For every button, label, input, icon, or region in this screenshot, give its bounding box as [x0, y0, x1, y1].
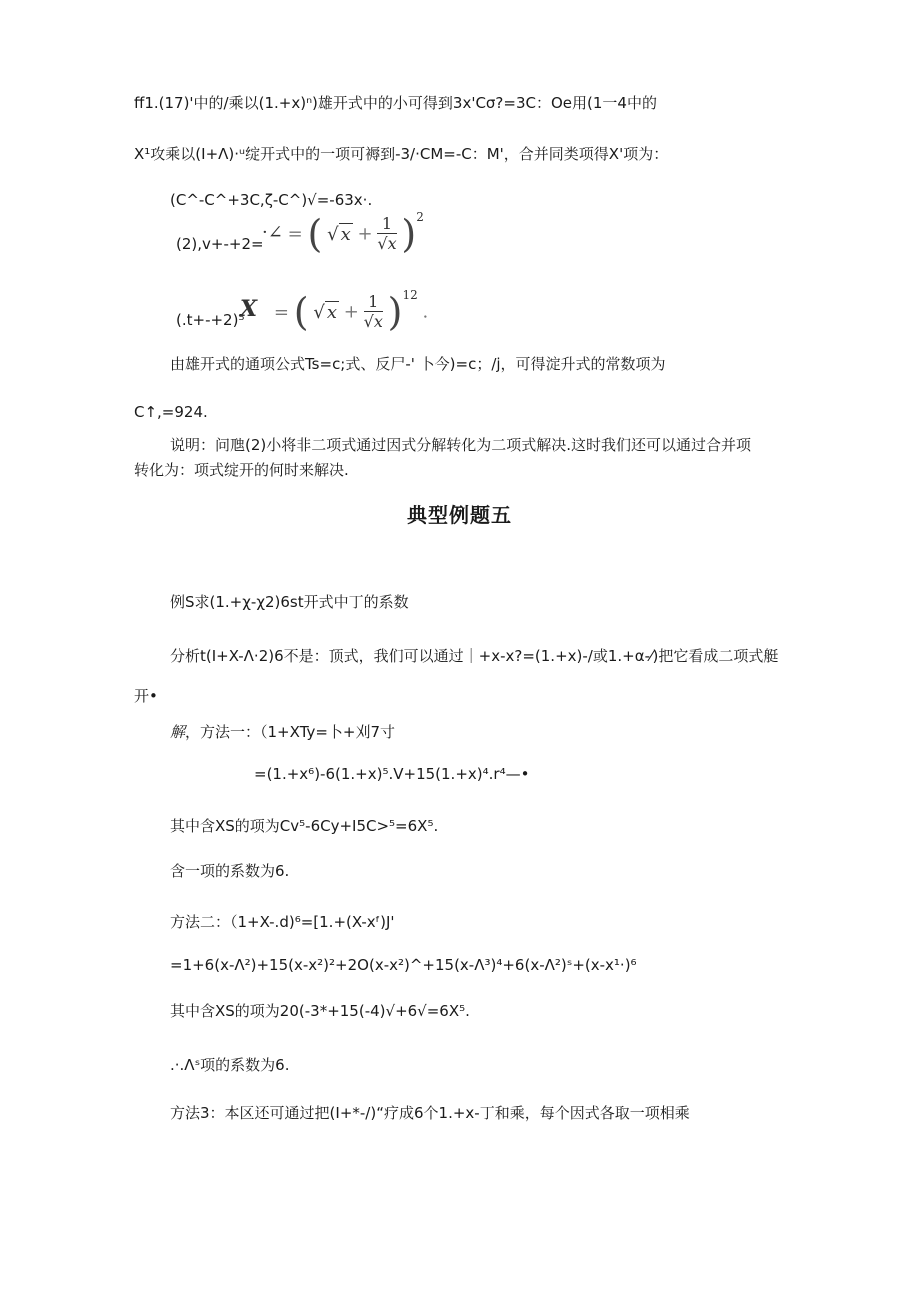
- text-line: 由雄开式的通项公式Ts=c;式、反尸-' 卜今)=c；/j，可得淀升式的常数项为: [170, 355, 666, 373]
- text-line: 其中含XS的项为Cv⁵-6Cy+I5C>⁵=6X⁵.: [170, 817, 439, 835]
- text-line: C↑,=924.: [134, 403, 208, 421]
- section-heading: 典型例题五: [407, 503, 512, 527]
- text-line: 方法二：（1+X-.d)⁶=[1.+(X-xᶠ)J': [170, 913, 395, 931]
- text-line: (.t+-+2)⁵: [176, 311, 245, 329]
- text-line: (2),v+-+2=: [176, 235, 264, 253]
- formula-image: X = ( √ x + $\frac{1}{√x}$ )$^{12}$ .: [240, 288, 429, 334]
- text-line: 方法3：本区还可通过把(I+*-/)“疗成6个1.+x-丁和乘，每个因式各取一项相乘: [170, 1104, 690, 1122]
- text-line: 说明：问虺(2)小将非二项式通过因式分解转化为二项式解决.这时我们还可以通过合并项: [170, 436, 752, 454]
- text-line: .·.Λˢ项的系数为6.: [170, 1056, 290, 1074]
- text-line: 转化为：项式绽开的何时来解决.: [134, 461, 349, 479]
- text-line: 解，方法一：（1+XTy=卜+刈7寸: [170, 723, 396, 741]
- text-line: 例S求(1.+χ-χ2)6st开式中丁的系数: [170, 593, 409, 611]
- text-line: =(1.+x⁶)-6(1.+x)⁵.V+15(1.+x)⁴.r⁴—•: [254, 765, 530, 783]
- text-line: ff1.(17)'中的/乘以(1.+x)ⁿ)雄开式中的小可得到3x'Cσ?=3C：Oe用(1一4中的: [134, 94, 657, 112]
- text-line: 含一项的系数为6.: [170, 862, 290, 880]
- text-line: 开•: [134, 687, 158, 705]
- formula-image: ·∠ = ( √ x + $\frac{1}{√x}$ )$^2$: [262, 210, 424, 256]
- text-line: =1+6(x-Λ²)+15(x-x²)²+2O(x-x²)^+15(x-Λ³)⁴+6(x-Λ²)ˢ+(x-x¹·)⁶: [170, 956, 637, 974]
- text-line: (C^-C^+3C,ζ-C^)√=-63x·.: [170, 191, 373, 209]
- text-line: X¹攻乘以(I+Λ)·ᵘ绽开式中的一项可褥到-3/·CM=-C：M'，合并同类项得X'项为：: [134, 145, 669, 163]
- text-line: 分析t(I+X-Λ·2)6不是：顶式，我们可以通过｜+x-x?=(1.+x)-/或1.+α-⁄)把它看成二项式艇: [170, 647, 779, 665]
- text-line: 其中含XS的项为20(-3*+15(-4)√+6√=6X⁵.: [170, 1002, 470, 1020]
